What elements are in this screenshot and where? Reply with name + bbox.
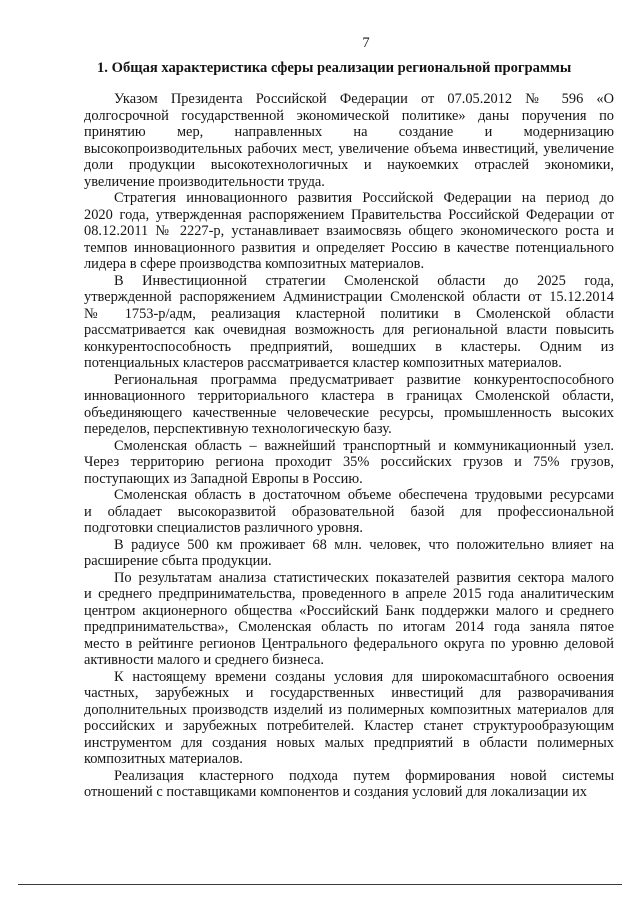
paragraph-decree xyxy=(84,91,614,190)
text-line: переделов, перспективную технологическую базу. xyxy=(84,421,392,437)
text-line: отношений с поставщиками компонентов и создания условий для локализации их xyxy=(84,784,587,800)
paragraph-innovation-strategy xyxy=(84,190,614,273)
text-line: российских и зарубежных потребителей. Кластер станет структурообразующим xyxy=(84,718,614,734)
page-number: 7 xyxy=(362,35,370,51)
text-line: подготовки специалистов различного уровня. xyxy=(84,520,364,536)
text-line: темпов инновационного развития и определяет Россию в качестве потенциального xyxy=(84,239,614,256)
text-line: предпринимательства», Смоленская область по итогам 2014 года заняла пятое xyxy=(84,619,614,635)
text-line: дополнительных производств изделий из полимерных композитных материалов для xyxy=(84,701,614,718)
text-line: увеличение производительности труда. xyxy=(84,173,325,190)
text-line: Указом Президента Российской Федерации от 07.05.2012 № 596 «О xyxy=(114,91,614,107)
text-line: 08.12.2011 № 2227-р, устанавливает взаимосвязь общего экономического роста и xyxy=(84,223,614,239)
text-line: и среднего предпринимательства, проведенного в апреле 2015 года аналитическим xyxy=(84,586,614,602)
paragraph-labor-resources xyxy=(84,487,614,537)
text-line: доли продукции высокотехнологичных и наукоемких отраслей экономики, xyxy=(84,157,614,173)
text-line: лидера в сфере производства композитных материалов. xyxy=(84,256,425,272)
text-line: По результатам анализа статистических показателей развития сектора малого xyxy=(114,569,614,586)
text-line: потенциальных кластеров рассматривается кластер композитных материалов. xyxy=(84,355,562,371)
paragraph-regional-program xyxy=(84,372,614,438)
text-line: композитных материалов. xyxy=(84,751,243,767)
text-line: и обладает высокоразвитой образовательной базой для профессиональной xyxy=(84,503,614,520)
text-line: центром акционерного общества «Российский Банк поддержки малого и среднего xyxy=(84,602,614,619)
footer-divider xyxy=(18,884,622,885)
section-heading: 1. Общая характеристика сферы реализации региональной программы xyxy=(97,60,572,76)
text-line: Стратегия инновационного развития Российской Федерации на период до xyxy=(114,190,614,206)
text-line: объединяющего качественные человеческие ресурсы, промышленность высоких xyxy=(84,404,614,421)
text-line: 2020 года, утвержденная распоряжением Правительства Российской Федерации от xyxy=(84,206,614,223)
text-line: Региональная программа предусматривает развитие конкурентоспособного xyxy=(114,371,614,388)
text-line: Смоленская область в достаточном объеме обеспечена трудовыми ресурсами xyxy=(114,487,614,503)
paragraph-investment-strategy xyxy=(84,273,614,372)
text-line: рассматривается как очевидная возможность для региональной власти повысить xyxy=(84,322,614,338)
text-line: В радиусе 500 км проживает 68 млн. человек, что положительно влияет на xyxy=(114,536,614,553)
paragraph-cluster-approach xyxy=(84,768,614,801)
text-line: Реализация кластерного подхода путем формирования новой системы xyxy=(114,767,614,784)
text-line: расширение сбыта продукции. xyxy=(84,553,272,569)
text-line: высокопроизводительных рабочих мест, увеличение объема инвестиций, увеличение xyxy=(84,140,614,157)
text-line: Через территорию региона проходит 35% российских грузов и 75% грузов, xyxy=(84,454,614,470)
text-line: инструментом для создания новых малых предприятий в области полимерных xyxy=(84,734,614,751)
text-line: частных, зарубежных и государственных инвестиций для разворачивания xyxy=(84,685,614,701)
text-line: долгосрочной государственной экономической политике» даны поручения по xyxy=(84,107,614,124)
text-line: конкурентоспособность предприятий, вошедших в кластеры. Одним из xyxy=(84,338,614,355)
paragraph-sme-rating xyxy=(84,570,614,669)
paragraph-market-radius xyxy=(84,537,614,570)
paragraph-transport-hub xyxy=(84,438,614,488)
text-line: активности малого и среднего бизнеса. xyxy=(84,652,324,668)
paragraph-investment-conditions xyxy=(84,669,614,768)
text-line: место в рейтинге регионов Центрального федерального округа по уровню деловой xyxy=(84,635,614,652)
text-line: утвержденной распоряжением Администрации Смоленской области от 15.12.2014 xyxy=(84,289,614,305)
body-text xyxy=(84,91,614,801)
text-line: принятию мер, направленных на создание и модернизацию xyxy=(84,124,614,140)
text-line: Смоленская область – важнейший транспортный и коммуникационный узел. xyxy=(114,437,614,454)
text-line: № 1753-р/адм, реализация кластерной политики в Смоленской области xyxy=(84,305,614,322)
text-line: инновационного территориального кластера в границах Смоленской области, xyxy=(84,388,614,404)
text-line: В Инвестиционной стратегии Смоленской области до 2025 года, xyxy=(114,272,614,289)
text-line: К настоящему времени созданы условия для широкомасштабного освоения xyxy=(114,668,614,685)
text-line: поступающих из Западной Европы в Россию. xyxy=(84,470,363,487)
